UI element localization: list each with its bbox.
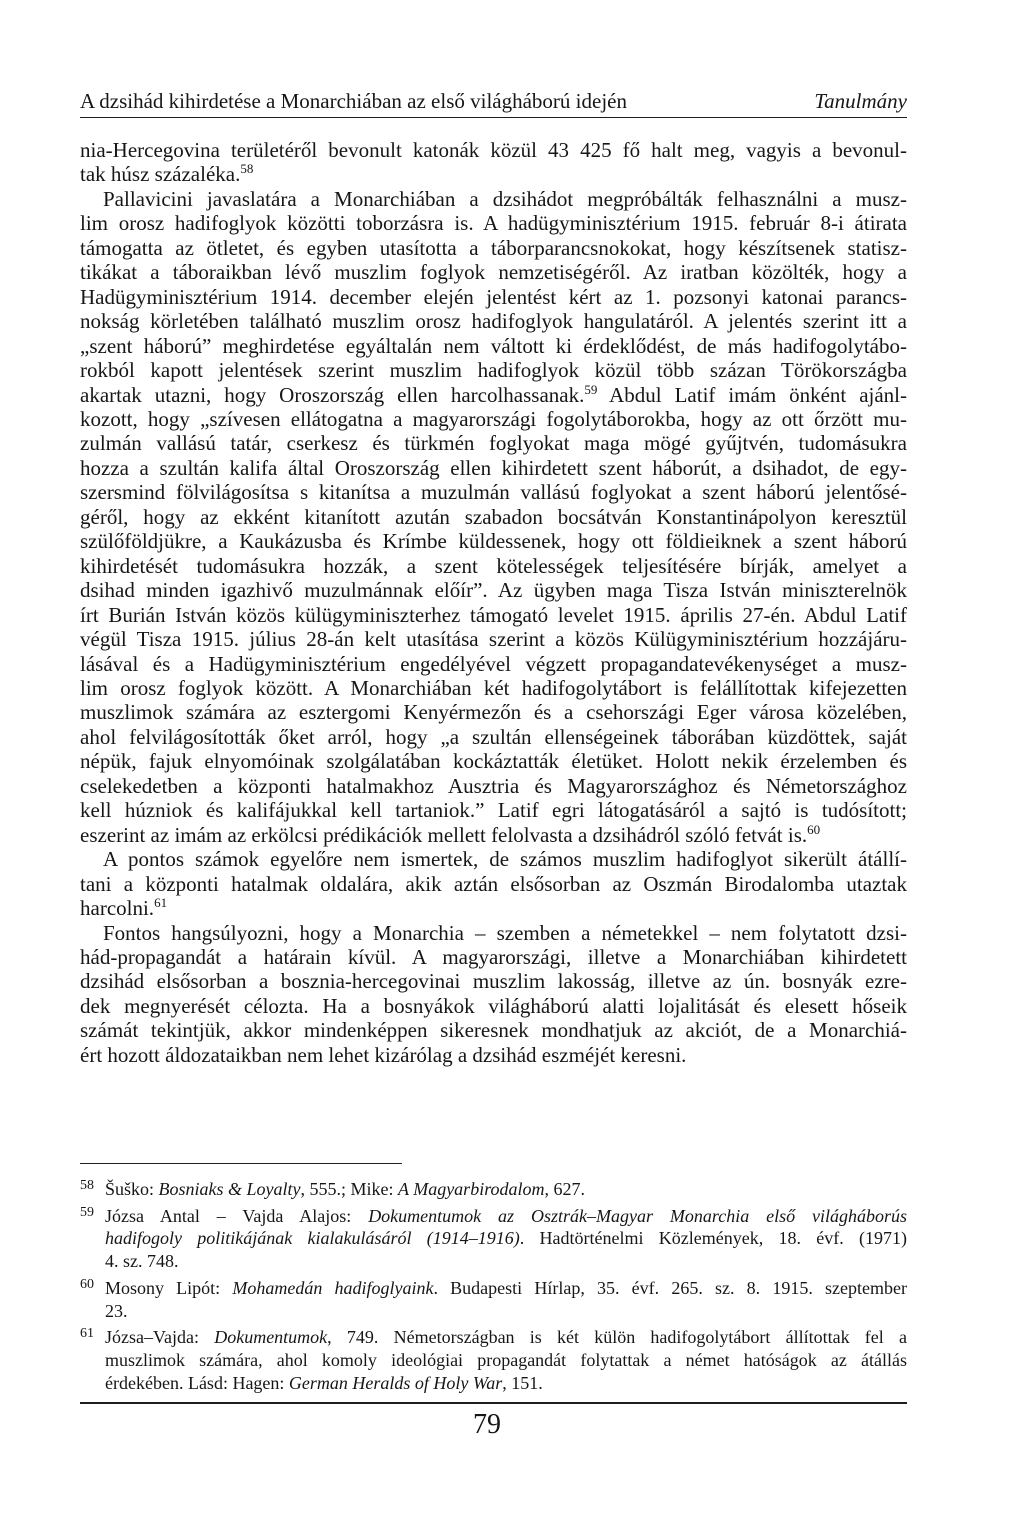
line-text: harcolni. (80, 896, 155, 921)
footnote-number: 60 (80, 1276, 94, 1292)
line-text: eszerint az imám az erkölcsi prédikációk mellett felolvasta a dzsihádról szóló fetvát is. (80, 822, 808, 847)
footnote-line (105, 1277, 907, 1300)
line-text: tak húsz százaléka. (80, 162, 241, 187)
paragraph (80, 921, 907, 1068)
text-line: ért hozott áldozataikban nem lehet kizárólag a dzsihád eszméjét keresni. (80, 1042, 687, 1067)
text-line: cselekedetben a központi hatalmakhoz Ausztria és Magyarországhoz és Németországhoz (80, 773, 907, 798)
footnote (80, 1205, 907, 1273)
italic-title: German Heralds of Holy War (288, 1372, 503, 1393)
footnote-number: 58 (80, 1178, 94, 1193)
footnote-text: , 555.; Mike: (300, 1179, 399, 1199)
italic-title: Dokumentumok az Osztrák–Magyar Monarchia első világháborús (368, 1205, 907, 1226)
text-line: támogatta az ötletet, és egyben utasította a táborparancsnokokat, hogy készítsenek statisz- (80, 235, 907, 260)
main-text (80, 138, 907, 1067)
text-line: muszlimok számára az esztergomi Kenyérmezőn és a csehországi Eger városa közelében, (80, 700, 907, 725)
footnote-separator (80, 1163, 402, 1164)
footnote-text: 23. (105, 1300, 128, 1321)
text-line: tikákat a táboraikban lévő muszlim foglyok nemzetiségéről. Az iratban közölték, hogy a (80, 260, 907, 285)
text-line: népük, fajuk elnyomóinak szolgálatában kockáztatták életüket. Holott nekik érzelemben és (80, 749, 907, 774)
footnote-text: . Hadtörténelmi Közlemények, 18. évf. (1971) (519, 1228, 907, 1249)
paragraph (80, 847, 907, 920)
running-header (80, 88, 907, 114)
text-line: ahol felvilágosították őket arról, hogy „a szultán ellenségeinek táborában küzdöttek, saját (80, 724, 907, 749)
text-line: nokság körletében található muszlim orosz hadifoglyok hangulatáról. A jelentés szerint itt a (80, 309, 907, 334)
text-line: lim orosz foglyok között. A Monarchiában két hadifogolytábort is felállítottak kifejezetten (80, 675, 907, 700)
header-rule (80, 117, 907, 118)
footnote-text: Šuško: (105, 1179, 159, 1199)
footnote-text: érdekében. Lásd: Hagen: (105, 1372, 289, 1393)
footnote-text: 4. sz. 748. (105, 1251, 179, 1272)
footnote-line (105, 1372, 907, 1395)
footnote-ref: 59 (584, 381, 598, 397)
footnotes (80, 1178, 907, 1398)
footnote-text: Józsa Antal – Vajda Alajos: (105, 1205, 369, 1226)
footnote-text: muszlimok számára, ahol komoly ideológiai propagandát folytattak a német hatóságok az átállás (105, 1349, 907, 1370)
bottom-rule (80, 1402, 907, 1404)
text-line: „szent háború” meghirdetése egyáltalán nem váltott ki érdeklődést, de más hadifogolytábo- (80, 333, 907, 358)
text-line: írt Burián István közös külügyminiszterhez támogató levelet 1915. április 27-én. Abdul Latif (80, 602, 907, 627)
footnote-line (105, 1178, 907, 1201)
section-label: Tanulmány (814, 89, 907, 113)
footnote-number: 59 (80, 1204, 94, 1220)
line-text: akartak utazni, hogy Oroszország ellen harcolhassanak. (80, 382, 585, 407)
text-line: kell húzniok és kalifájukkal kell tartaniok.” Latif egri látogatásáról a sajtó is tudósított; (80, 798, 907, 823)
italic-title: Dokumentumok (214, 1327, 328, 1348)
footnote-ref: 58 (240, 161, 254, 177)
footnote-line (105, 1227, 907, 1250)
footnote-line (105, 1300, 907, 1323)
footnote (80, 1178, 907, 1201)
text-line: számát tekintjük, akkor mindenképpen sikeresnek mondhatjuk az akciót, de a Monarchiá- (80, 1018, 907, 1043)
footnote-line (105, 1326, 907, 1349)
text-line: tani a központi hatalmak oldalára, akik aztán elsősorban az Oszmán Birodalomba utaztak (80, 871, 907, 896)
footnote-number: 61 (80, 1326, 94, 1342)
footnote-line (105, 1349, 907, 1372)
footnote-text: . Budapesti Hírlap, 35. évf. 265. sz. 8. 1915. szeptember (433, 1277, 907, 1298)
text-line: dek megnyerését célozta. Ha a bosnyákok világháború alatti lojalitását és elesett hőseik (80, 993, 907, 1018)
italic-title: hadifogoly politikájának kialakulásáról (1914–1916) (105, 1228, 520, 1249)
footnote-text: Mosony Lipót: (105, 1277, 233, 1298)
footnote-text: Józsa–Vajda: (105, 1327, 215, 1348)
footnote-line (105, 1250, 907, 1273)
text-line: dsihad minden igazhivő muzulmánnak előír”. Az ügyben maga Tisza István miniszterelnök (80, 578, 907, 603)
text-line: lim orosz hadifoglyok közötti toborzásra is. A hadügyminisztérium 1915. február 8-i átirata (80, 211, 907, 236)
footnote-ref: 61 (154, 895, 168, 911)
text-line: dzsihád elsősorban a bosznia-hercegovinai muszlim lakosság, illetve az ún. bosnyák ezre- (80, 969, 907, 994)
italic-title: Bosniaks & Loyalty (158, 1179, 301, 1199)
text-line: végül Tisza 1915. július 28-án kelt utasítása szerint a közös Külügyminisztérium hozzájáru- (80, 627, 907, 652)
text-line: Hadügyminisztérium 1914. december elején jelentést kért az 1. pozsonyi katonai parancs- (80, 284, 907, 309)
text-line: hozza a szultán kalifa által Oroszország ellen kihirdetett szent háborút, a dsihadot, de egy- (80, 455, 907, 480)
text-line: nia-Hercegovina területéről bevonult katonák közül 43 425 fő halt meg, vagyis a bevonul- (80, 138, 907, 162)
text-line (80, 896, 907, 920)
running-title: A dzsihád kihirdetése a Monarchiában az első világháború idején (80, 89, 627, 113)
text-line: A pontos számok egyelőre nem ismertek, de számos muszlim hadifoglyot sikerült átállí- (103, 847, 907, 872)
footnote-text: , 151. (502, 1372, 543, 1393)
text-line: kihirdetését tudomásukra hozzák, a szent kötelességek teljesítésére bírják, amelyet a (80, 553, 907, 578)
footnote (80, 1326, 907, 1394)
footnote (80, 1277, 907, 1322)
text-line (80, 383, 907, 407)
footnote-line (105, 1205, 907, 1228)
text-line: rokból kapott jelentések szerint muszlim hadifoglyok közül több százan Törökországba (80, 358, 907, 383)
text-line: hád-propagandát a határain kívül. A magyarországi, illetve a Monarchiában kihirdetett (80, 944, 907, 969)
text-line: géről, hogy az ekként kitanított azután szabadon bocsátván Konstantinápolyon keresztül (80, 504, 907, 529)
text-line (80, 823, 907, 847)
paragraph (80, 138, 907, 187)
page-number: 79 (473, 1409, 501, 1440)
text-line (80, 162, 907, 186)
footnote-ref: 60 (807, 821, 821, 837)
footnote-text: , 749. Németországban is két külön hadifogolytábort állítottak fel a (327, 1327, 907, 1348)
italic-title: Mohamedán hadifoglyaink (232, 1277, 434, 1298)
footnote-text: , 627. (544, 1179, 586, 1199)
text-line: zulmán vallású tatár, cserkesz és türkmén foglyokat maga mögé gyűjtvén, tudomásukra (80, 431, 907, 456)
text-line: Fontos hangsúlyozni, hogy a Monarchia – szemben a németekkel – nem folytatott dzsi- (103, 920, 907, 945)
line-text: Abdul Latif imám önként ajánl- (597, 382, 907, 407)
text-line: kozott, hogy „szívesen ellátogatna a magyarországi fogolytáborokba, hogy az ott őrzött mu- (80, 406, 907, 431)
text-line: Pallavicini javaslatára a Monarchiában a dzsihádot megpróbálták felhasználni a musz- (103, 186, 907, 211)
paragraph (80, 187, 907, 847)
text-line: szülőföldjükre, a Kaukázusba és Krímbe küldessenek, hogy ott földieiknek a szent háború (80, 529, 907, 554)
text-line: lásával és a Hadügyminisztérium engedélyével végzett propagandatevékenységet a musz- (80, 651, 907, 676)
text-line: szersmind fölvilágosítsa s kitanítsa a muzulmán vallású foglyokat a szent háború jelentősé- (80, 480, 907, 505)
italic-title: A Magyarbirodalom (398, 1179, 545, 1199)
